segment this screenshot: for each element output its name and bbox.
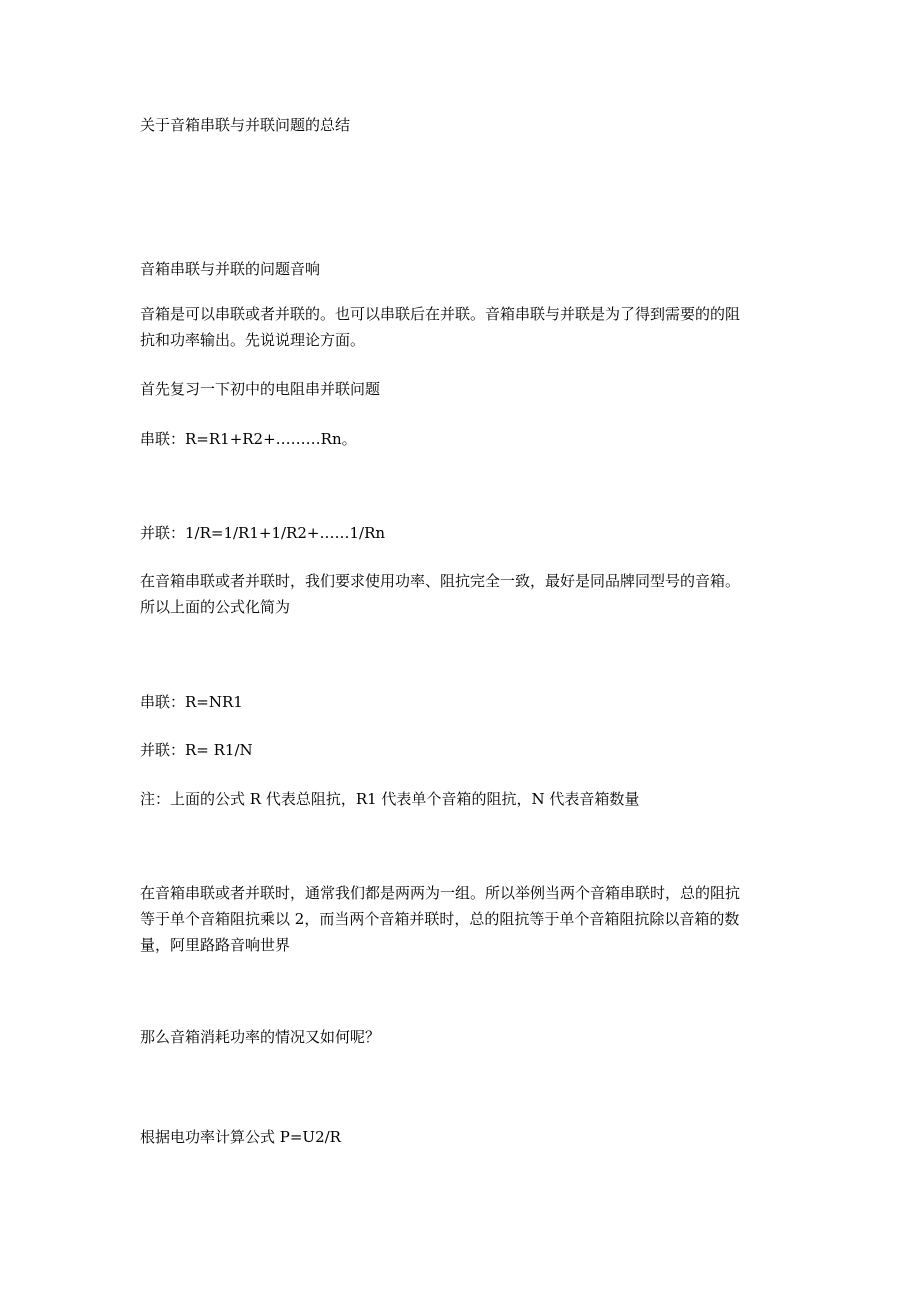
requirement-line-2: 所以上面的公式化简为 [140, 598, 291, 616]
intro-paragraph [140, 301, 785, 353]
pair-example-line-1: 在音箱串联或者并联时，通常我们都是两两为一组。所以举例当两个音箱串联时，总的阻抗 [140, 884, 741, 902]
requirement-paragraph [140, 568, 785, 620]
pair-example-line-3: 量，阿里路路音响世界 [140, 936, 291, 954]
review-heading: 首先复习一下初中的电阻串并联问题 [140, 380, 381, 398]
section-subtitle: 音箱串联与并联的问题音响 [140, 260, 321, 278]
parallel-formula: 并联：1/R=1/R1+1/R2+……1/Rn [140, 524, 386, 542]
pair-example-paragraph [140, 880, 785, 958]
parallel-simplified: 并联：R= R1/N [140, 741, 253, 759]
power-formula: 根据电功率计算公式 P=U2/R [140, 1128, 341, 1146]
intro-line-2: 抗和功率输出。先说说理论方面。 [140, 331, 366, 349]
document-title: 关于音箱串联与并联问题的总结 [140, 116, 351, 134]
requirement-line-1: 在音箱串联或者并联时，我们要求使用功率、阻抗完全一致，最好是同品牌同型号的音箱。 [140, 572, 741, 590]
pair-example-line-2: 等于单个音箱阻抗乘以 2，而当两个音箱并联时，总的阻抗等于单个音箱阻抗除以音箱的数 [140, 910, 740, 928]
formula-note: 注：上面的公式 R 代表总阻抗，R1 代表单个音箱的阻抗，N 代表音箱数量 [140, 790, 640, 808]
series-simplified: 串联：R=NR1 [140, 693, 243, 711]
series-formula: 串联：R=R1+R2+………Rn。 [140, 430, 357, 448]
intro-line-1: 音箱是可以串联或者并联的。也可以串联后在并联。音箱串联与并联是为了得到需要的的阻 [140, 305, 741, 323]
power-question: 那么音箱消耗功率的情况又如何呢？ [140, 1028, 381, 1046]
